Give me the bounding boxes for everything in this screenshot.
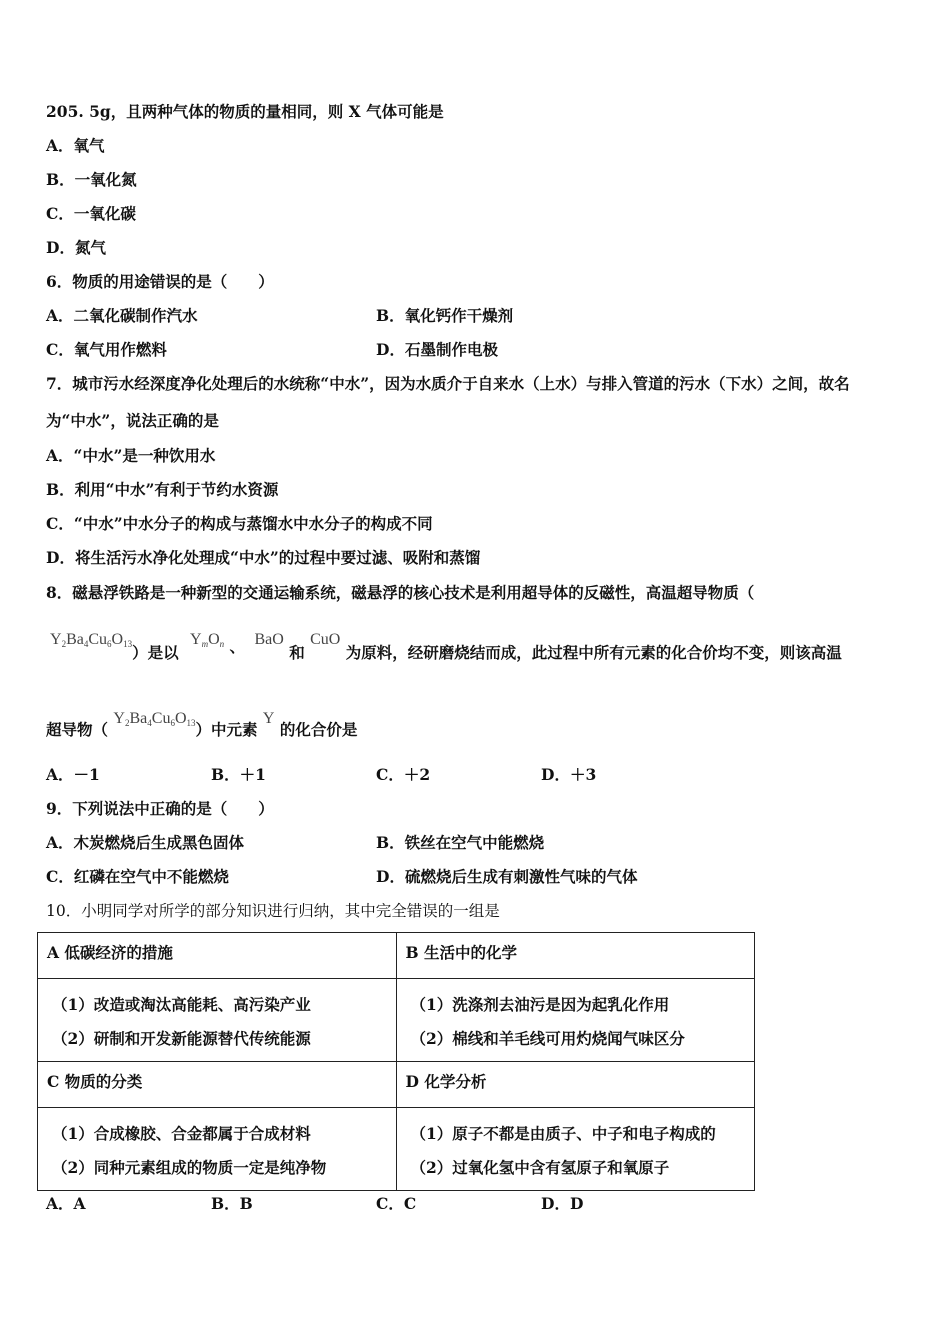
q8-stem-line2 [46, 631, 842, 675]
table-cell-a-body [38, 979, 397, 1062]
q8-option-d: D．＋3 [541, 765, 597, 784]
table-cell-b-head: B 生活中的化学 [396, 933, 755, 979]
q9-option-a: A．木炭燃烧后生成黑色固体 [46, 833, 245, 852]
q10-option-c: C．C [376, 1194, 417, 1213]
q10-stem: 10．小明同学对所学的部分知识进行归纳，其中完全错误的一组是 [46, 902, 500, 920]
table-c-item-2: （2）同种元素组成的物质一定是纯净物 [52, 1158, 327, 1177]
formula-y2ba4cu6o13: $Y_2Ba_4Cu_6O_{13}$ [50, 631, 133, 649]
q6-option-a: A．二氧化碳制作汽水 [46, 306, 198, 325]
formula-element-y: Y [262, 710, 275, 727]
q7-option-c: C．“中水”中水分子的构成与蒸馏水中水分子的构成不同 [46, 514, 433, 533]
q7-stem-line1: 7．城市污水经深度净化处理后的水统称“中水”，因为水质介于自来水（上水）与排入管道的污水（下水）之间，故名 [46, 374, 850, 393]
q10-option-a: A．A [46, 1194, 86, 1213]
table-cell-a-head: A 低碳经济的措施 [38, 933, 397, 979]
q8-stem-line1: 8．磁悬浮铁路是一种新型的交通运输系统，磁悬浮的核心技术是利用超导体的反磁性，高温超导物质（ [46, 583, 755, 602]
table-cell-c-head: C 物质的分类 [38, 1062, 397, 1108]
table-c-item-1: （1）合成橡胶、合金都属于合成材料 [52, 1124, 311, 1143]
q10-option-d: D．D [541, 1194, 584, 1213]
q5-option-c: C．一氧化碳 [46, 204, 136, 223]
q8-stem-line3 [46, 710, 357, 750]
q8-and: 和 [289, 643, 305, 662]
q8-mid2: 为原料，经研磨烧结而成，此过程中所有元素的化合价均不变，则该高温 [345, 643, 842, 662]
table-a-item-2: （2）研制和开发新能源替代传统能源 [52, 1029, 311, 1048]
q5-option-a: A．氧气 [46, 136, 105, 155]
q8-stem3-pre: 超导物（ [46, 720, 109, 739]
table-a-item-1: （1）改造或淘汰高能耗、高污染产业 [52, 995, 311, 1014]
q5-option-b: B．一氧化氮 [46, 170, 137, 189]
formula-bao: BaO [254, 631, 284, 648]
q8-stem3-post: ）中元素 [195, 720, 258, 739]
table-cell-b-body [396, 979, 755, 1062]
q7-option-d: D．将生活污水净化处理成“中水”的过程中要过滤、吸附和蒸馏 [46, 548, 481, 567]
formula-ymon: $Y_mO_n$ [190, 631, 225, 649]
q5-option-d: D．氮气 [46, 238, 106, 257]
q7-option-a: A．“中水”是一种饮用水 [46, 446, 216, 465]
q9-option-d: D．硫燃烧后生成有刺激性气味的气体 [376, 867, 638, 886]
q9-stem: 9．下列说法中正确的是（ ） [46, 799, 274, 818]
q8-option-a: A．－1 [46, 765, 100, 784]
q7-option-b: B．利用“中水”有利于节约水资源 [46, 480, 279, 499]
q6-option-b: B．氧化钙作干燥剂 [376, 306, 514, 325]
q10-option-b: B．B [211, 1194, 253, 1213]
q10-knowledge-table [37, 932, 755, 1191]
table-d-item-2: （2）过氧化氢中含有氢原子和氧原子 [410, 1158, 670, 1177]
table-d-item-1: （1）原子不都是由质子、中子和电子构成的 [410, 1124, 716, 1143]
q6-stem: 6．物质的用途错误的是（ ） [46, 272, 274, 291]
formula-cuo: CuO [310, 631, 341, 648]
q8-option-c: C．＋2 [376, 765, 431, 784]
table-cell-d-head: D 化学分析 [396, 1062, 755, 1108]
table-b-item-2: （2）棉线和羊毛线可用灼烧闻气味区分 [410, 1029, 685, 1048]
table-cell-c-body [38, 1108, 397, 1191]
table-cell-d-body [396, 1108, 755, 1191]
q8-stem3-end: 的化合价是 [279, 720, 358, 739]
q9-option-b: B．铁丝在空气中能燃烧 [376, 833, 545, 852]
q8-mid1: ）是以 [132, 643, 179, 662]
q8-option-b: B．＋1 [211, 765, 266, 784]
q6-option-c: C．氧气用作燃料 [46, 340, 167, 359]
q9-option-c: C．红磷在空气中不能燃烧 [46, 867, 229, 886]
formula-y2ba4cu6o13-repeat: $Y_2Ba_4Cu_6O_{13}$ [113, 710, 196, 728]
q6-option-d: D．石墨制作电极 [376, 340, 498, 359]
q8-sep: 、 [229, 637, 246, 656]
q7-stem-line2: 为“中水”，说法正确的是 [46, 411, 219, 430]
table-b-item-1: （1）洗涤剂去油污是因为起乳化作用 [410, 995, 670, 1014]
q5-stem-tail: 205. 5g，且两种气体的物质的量相同，则 X 气体可能是 [46, 102, 444, 121]
